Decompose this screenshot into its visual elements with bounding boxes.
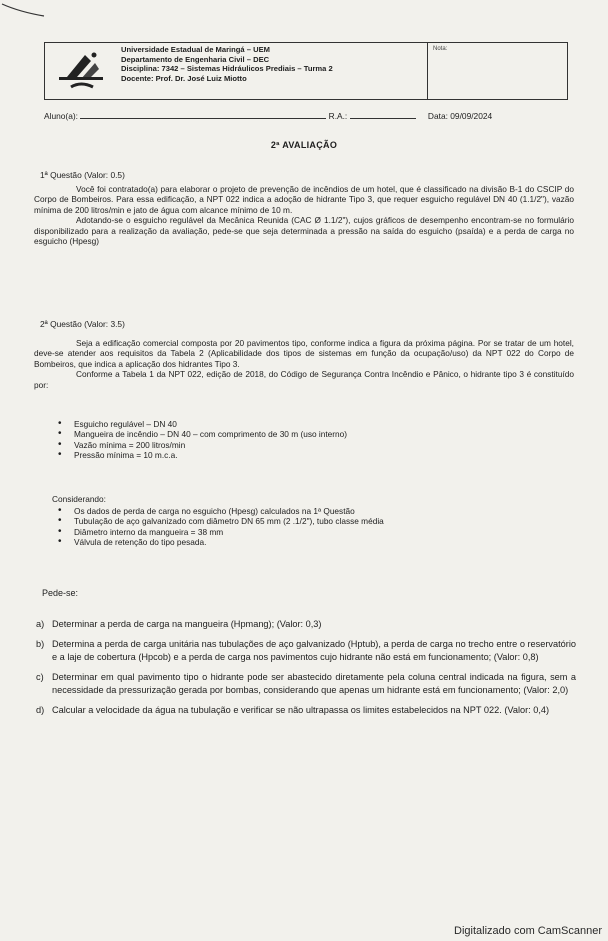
sub-question-letter: c)	[36, 671, 44, 682]
pede-se-label: Pede-se:	[42, 588, 79, 598]
considering-list	[56, 506, 384, 548]
sub-question-letter: d)	[36, 704, 45, 715]
university-name: Universidade Estadual de Maringá – UEM	[121, 45, 270, 54]
sub-question-b	[36, 638, 576, 665]
sub-question-letter: b)	[36, 638, 45, 649]
list-item: • Mangueira de incêndio – DN 40 – com comprimento de 30 m (uso interno)	[56, 429, 347, 439]
header-box	[44, 42, 568, 100]
sub-question-d	[36, 704, 576, 718]
sub-questions	[36, 618, 576, 724]
sub-question-text: Determinar em qual pavimento tipo o hidrante pode ser abastecido diretamente pela coluna central indicada na figura, sem a necessidade da pressurização gerada por bombas, considerando que apenas um hidrante está em funcionamento; (Valor: 2,0)	[52, 671, 576, 696]
hydrant-components-list	[56, 419, 347, 461]
header-text	[115, 43, 427, 99]
question-1-text	[34, 184, 574, 246]
question-2-paragraph-2: Conforme a Tabela 1 da NPT 022, edição de 2018, do Código de Segurança Contra Incêndio e Pânico, o hidrante tipo 3 é constituído por:	[34, 369, 574, 390]
list-item: • Tubulação de aço galvanizado com diâmetro DN 65 mm (2 .1/2"), tubo classe média	[56, 516, 384, 526]
exam-title: 2ª AVALIAÇÃO	[270, 140, 338, 150]
list-item: • Pressão mínima = 10 m.c.a.	[56, 450, 347, 460]
grade-label: Nota:	[433, 46, 448, 52]
question-1-heading: 1ª Questão (Valor: 0.5)	[40, 170, 125, 180]
exam-date: Data: 09/09/2024	[427, 111, 493, 121]
student-name-field[interactable]	[80, 110, 326, 119]
question-2-paragraph-1: Seja a edificação comercial composta por 20 pavimentos tipo, conforme indica a figura da próxima página. Por se tratar de um hotel, deve-se atender aos requisitos da Tabela 2 (Aplicabilidade dos tipos de sistemas em função da ocupação/uso) da NPT 022 do Corpo de Bombeiros, que indica a aplicação dos hidrantes Tipo 3.	[34, 338, 574, 369]
sub-question-text: Determinar a perda de carga na mangueira (Hpmang); (Valor: 0,3)	[52, 619, 322, 629]
scan-edge-mark	[0, 0, 60, 20]
list-item: • Válvula de retenção do tipo pesada.	[56, 537, 384, 547]
grade-cell	[427, 43, 567, 99]
ra-label: R.A.:	[328, 111, 348, 121]
list-item: • Os dados de perda de carga no esguicho (Hpesg) calculados na 1ª Questão	[56, 506, 384, 516]
considering-label: Considerando:	[52, 494, 106, 504]
question-2-heading: 2ª Questão (Valor: 3.5)	[40, 319, 125, 329]
list-item: • Vazão mínima = 200 litros/min	[56, 440, 347, 450]
question-1-paragraph-1: Você foi contratado(a) para elaborar o projeto de prevenção de incêndios de um hotel, que é classificado na divisão B-1 do CSCIP do Corpo de Bombeiros. Para essa edificação, a NPT 022 indica a adoção de hidrante Tipo 3, que requer esguicho regulável DN 40 (1.1/2"), vazão mínima de 200 litros/min e jato de água com alcance mínimo de 10 m.	[34, 184, 574, 215]
discipline-name: Disciplina: 7342 – Sistemas Hidráulicos Prediais – Turma 2	[121, 64, 333, 74]
student-info-line	[44, 110, 572, 121]
teacher-name: Docente: Prof. Dr. José Luiz Miotto	[121, 73, 247, 83]
sub-question-letter: a)	[36, 619, 45, 629]
sub-question-text: Determina a perda de carga unitária nas tubulações de aço galvanizado (Hptub), a perda de carga no trecho entre o reservatório e a laje de cobertura (Hpcob) e a perda de carga nos pavimentos cujo hidrante não está em funcionamento; (Valor: 0,8)	[52, 638, 577, 663]
list-item: • Esguicho regulável – DN 40	[56, 419, 347, 429]
list-item: • Diâmetro interno da mangueira = 38 mm	[56, 527, 384, 537]
department-name: Departamento de Engenharia Civil – DEC	[121, 54, 270, 64]
ra-field[interactable]	[350, 110, 416, 119]
student-name-label: Aluno(a):	[44, 111, 78, 121]
camscanner-watermark: Digitalizado com CamScanner	[454, 925, 602, 937]
question-2-text	[34, 338, 574, 390]
uem-logo	[45, 43, 115, 99]
question-1-paragraph-2: Adotando-se o esguicho regulável da Mecânica Reunida (CAC Ø 1.1/2"), cujos gráficos de desempenho encontram-se no formulário disponibilizado para a realização da avaliação, pede-se que seja determinada a pressão na saída do esguicho (psaída) e a perda de carga no esguicho (Hpesg)	[34, 215, 574, 247]
sub-question-a	[36, 618, 576, 632]
sub-question-c	[36, 671, 576, 698]
sub-question-text: Calcular a velocidade da água na tubulação e verificar se não ultrapassa os limites estabelecidos na NPT 022. (Valor: 0,4)	[52, 704, 550, 715]
